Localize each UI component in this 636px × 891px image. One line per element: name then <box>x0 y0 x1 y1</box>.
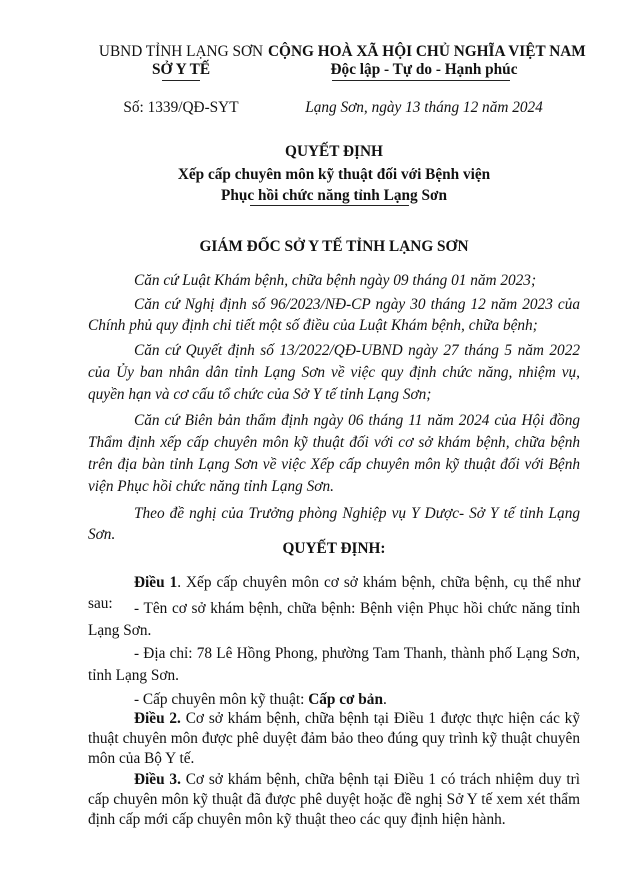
authority-heading: GIÁM ĐỐC SỞ Y TẾ TỈNH LẠNG SƠN <box>199 238 469 255</box>
subject-underline <box>250 205 409 206</box>
article-1-text: . Xếp cấp chuyên môn cơ sở khám bệnh, chữa bệnh, cụ thể như sau: <box>88 574 580 612</box>
article-1-address: - Địa chỉ: 78 Lê Hồng Phong, phường Tam Thanh, thành phố Lạng Sơn, tỉnh Lạng Sơn. <box>88 645 580 684</box>
article-1-level <box>88 689 580 710</box>
divider-left <box>162 80 200 81</box>
article-1-label: Điều 1 <box>134 574 178 591</box>
subject-line-2: Phục hồi chức năng tỉnh Lạng Sơn <box>221 187 447 204</box>
basis-5: Theo đề nghị của Trưởng phòng Nghiệp vụ Y Dược- Sở Y tế tỉnh Lạng Sơn. <box>88 505 580 543</box>
national-motto: Độc lập - Tự do - Hạnh phúc <box>330 61 518 78</box>
document-title: QUYẾT ĐỊNH <box>285 143 383 160</box>
place-date: Lạng Sơn, ngày 13 tháng 12 năm 2024 <box>305 99 543 116</box>
basis-3: Căn cứ Quyết định số 13/2022/QĐ-UBND ngày 27 tháng 5 năm 2022 của Ủy ban nhân dân tỉnh Lạng Sơn về việc quy định chức năng, nhiệm vụ, quyền hạn và cơ cấu tổ chức của Sở Y tế tỉnh Lạng Sơn; <box>88 342 580 403</box>
article-2-text: Cơ sở khám bệnh, chữa bệnh tại Điều 1 được thực hiện các kỹ thuật chuyên môn được phê duyệt đảm bảo theo đúng quy trình kỹ thuật chuyên môn của Bộ Y tế. <box>88 710 580 767</box>
article-3 <box>88 770 580 830</box>
subject-line-1: Xếp cấp chuyên môn kỹ thuật đối với Bệnh viện <box>177 166 491 183</box>
national-title: CỘNG HOÀ XÃ HỘI CHỦ NGHĨA VIỆT NAM <box>268 43 586 60</box>
issuing-authority: UBND TỈNH LẠNG SƠN <box>98 43 264 60</box>
article-3-text: Cơ sở khám bệnh, chữa bệnh tại Điều 1 có trách nhiệm duy trì cấp chuyên môn kỹ thuật đã được phê duyệt hoặc đề nghị Sở Y tế xem xét thẩm định cấp mới cấp chuyên môn kỹ thuật theo các quy định hiện hành. <box>88 771 580 828</box>
basis-4: Căn cứ Biên bản thẩm định ngày 06 tháng 11 năm 2024 của Hội đồng Thẩm định xếp cấp chuyên môn kỹ thuật đối với cơ sở khám bệnh, chữa bệnh trên địa bàn tỉnh Lạng Sơn về việc Xếp cấp chuyên môn kỹ thuật đối với Bệnh viện Phục hồi chức năng tỉnh Lạng Sơn. <box>88 412 580 495</box>
level-value: Cấp cơ bản <box>308 691 383 708</box>
basis-2: Căn cứ Nghị định số 96/2023/NĐ-CP ngày 30 tháng 12 năm 2023 của Chính phủ quy định chi tiết một số điều của Luật Khám bệnh, chữa bệnh; <box>88 296 580 334</box>
level-end: . <box>382 691 387 708</box>
article-1-facility-name: - Tên cơ sở khám bệnh, chữa bệnh: Bệnh viện Phục hồi chức năng tỉnh Lạng Sơn. <box>88 600 580 639</box>
article-2-label: Điều 2. <box>134 710 181 727</box>
article-2 <box>88 709 580 769</box>
issuing-department: SỞ Y TẾ <box>151 61 211 78</box>
basis-1: Căn cứ Luật Khám bệnh, chữa bệnh ngày 09 tháng 01 năm 2023; <box>134 272 537 289</box>
level-label: - Cấp chuyên môn kỹ thuật: <box>134 691 309 708</box>
article-3-label: Điều 3. <box>134 771 181 788</box>
document-number: Số: 1339/QĐ-SYT <box>123 99 239 116</box>
decision-heading: QUYẾT ĐỊNH: <box>282 540 386 557</box>
divider-right <box>332 80 510 81</box>
